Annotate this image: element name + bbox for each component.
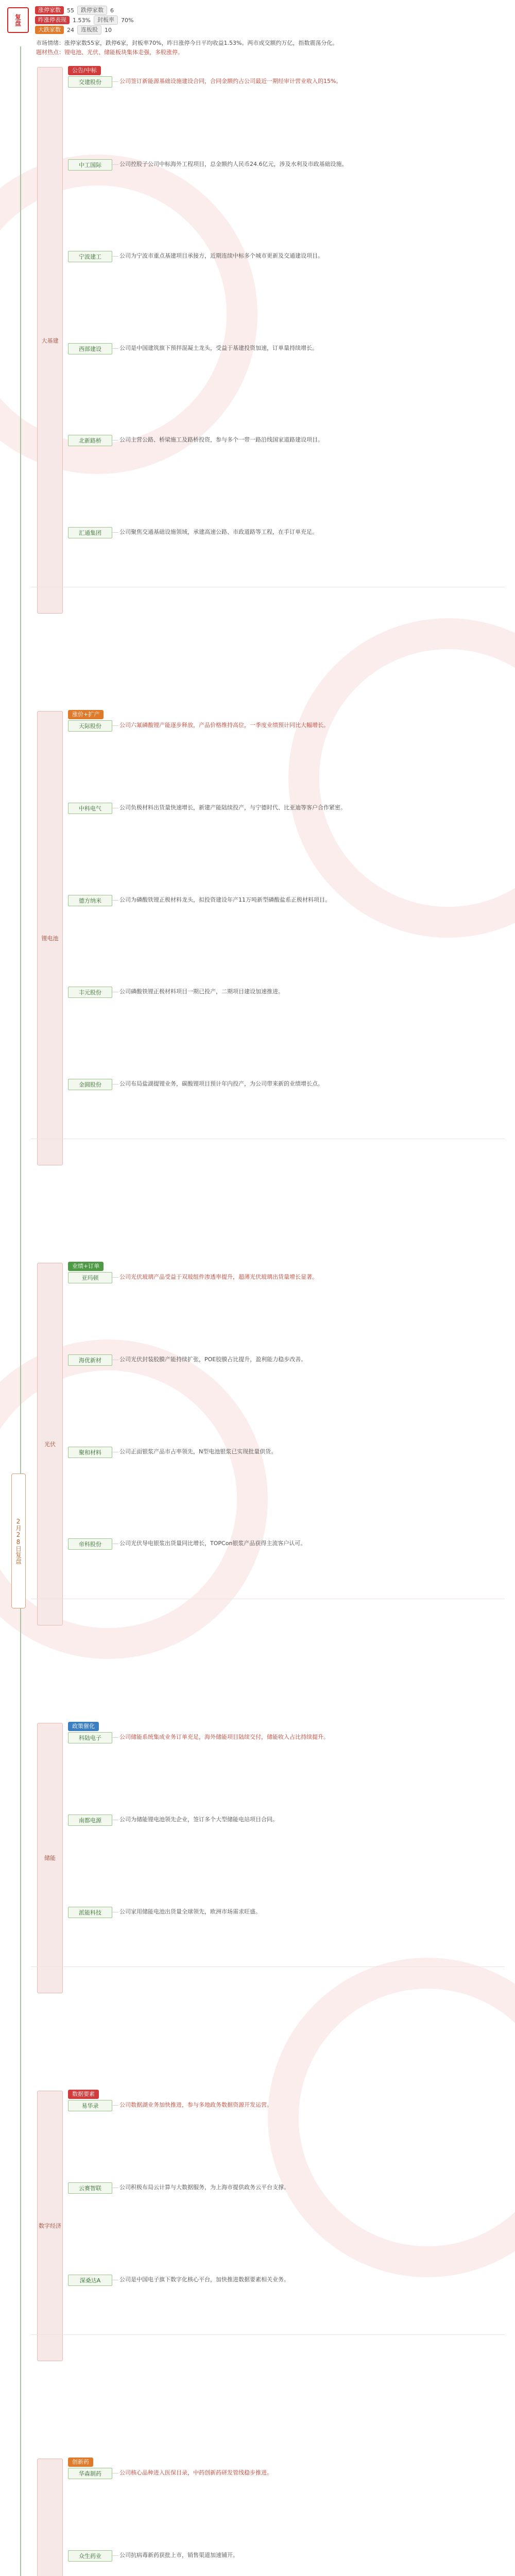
connector-line [111,900,118,901]
calendar-label: 复盘 [14,14,22,26]
connector-line [111,348,118,349]
sector-label [37,2459,63,2576]
sector-label: 锂电池 [37,711,63,1166]
calendar-icon [7,7,29,33]
company-description: 公司是中国建筑旗下预拌混凝土龙头，受益于基建投资加速，订单量持续增长。 [119,344,318,351]
sector-label: 数字经济 [37,2091,63,2362]
company-description: 公司数据湖业务加快推进，参与多地政务数据资源开发运营。 [119,2101,272,2108]
sector-label: 大基建 [37,67,63,614]
company-description: 公司控股子公司中标海外工程项目，总金额约人民币24.6亿元，涉及水利及市政基础设施。 [119,160,348,167]
company-name[interactable]: 天际股份 [68,720,112,732]
company-name[interactable]: 华森制药 [68,2468,112,2479]
company-description: 公司是中国电子旗下数字化核心平台，加快推进数据要素相关业务。 [119,2276,289,2283]
stat-tag: 大跌家数 [35,26,64,34]
date-badge: 2月28日复盘 [11,1473,26,1608]
connector-line [111,532,118,533]
company-name[interactable]: 汇通集团 [68,527,112,538]
stat-value: 10 [105,26,112,33]
stat-tag: 昨涨停表现 [35,16,70,24]
intro-hot: 题材热点：锂电池、光伏、储能板块集体走强，多股涨停。 [36,49,183,56]
company-name[interactable]: 交建股份 [68,76,112,88]
company-description: 公司六氟磷酸锂产能逐步释放，产品价格维持高位，一季度业绩预计同比大幅增长。 [119,721,329,728]
connector-line [111,164,118,165]
company-name[interactable]: 帝科股份 [68,1538,112,1550]
watermark-ring [268,1958,515,2277]
company-name[interactable]: 金圆股份 [68,1079,112,1090]
stat-value: 55 [67,7,74,14]
stat-tag: 跌停家数 [77,6,107,15]
connector-line [111,256,118,257]
company-description: 公司储能系统集成业务订单充足，海外储能项目陆续交付，储能收入占比持续提升。 [119,1733,329,1740]
entry-tag: 数据要素 [68,2090,99,2099]
connector-line [111,1737,118,1738]
stat-value: 6 [110,7,114,14]
stat-value: 1.53% [73,16,91,24]
company-description: 公司为储能锂电池领先企业，签订多个大型储能电站项目合同。 [119,1816,278,1823]
company-name[interactable]: 聚和材料 [68,1447,112,1458]
company-name[interactable]: 德方纳米 [68,895,112,906]
company-name[interactable]: 中工国际 [68,159,112,171]
company-description: 公司积极布局云计算与大数据服务，为上海市提供政务云平台支撑。 [119,2184,289,2191]
stat-tag: 封板率 [94,15,118,25]
company-description: 公司为宁波市重点基建项目承接方，近期连续中标多个城市更新及交通建设项目。 [119,252,323,260]
company-name[interactable]: 亚玛顿 [68,1272,112,1283]
company-name[interactable]: 易华录 [68,2100,112,2111]
company-description: 公司主营公路、桥梁施工及路桥投资，参与多个一带一路沿线国家道路建设项目。 [119,436,323,444]
entry-tag: 创新药 [68,2458,93,2467]
connector-line [111,2105,118,2106]
stat-value: 70% [121,16,134,24]
entry-tag: 业绩+订单 [68,1262,104,1271]
company-name[interactable]: 派能科技 [68,1907,112,1918]
company-name[interactable]: 南都电源 [68,1815,112,1826]
company-description: 公司签订新能源基础设施建设合同，合同金额约占公司最近一期经审计营业收入的15%。 [119,78,342,84]
company-name[interactable]: 众生药业 [68,2550,112,2562]
header [7,3,162,36]
company-name[interactable]: 海优新材 [68,1354,112,1366]
entry-tag: 公告/中标 [68,66,101,75]
connector-line [111,2555,118,2556]
company-description: 公司抗病毒新药获批上市，销售渠道加速铺开。 [119,2552,238,2559]
stat-tag: 连板股 [77,25,101,35]
company-name[interactable]: 中科电气 [68,803,112,814]
company-description: 公司为磷酸铁锂正极材料龙头，拟投资建设年产11万吨新型磷酸盐系正极材料项目。 [119,896,331,903]
company-description: 公司正面银浆产品市占率领先，N型电池银浆已实现批量供货。 [119,1448,277,1455]
sector-label: 光伏 [37,1263,63,1625]
timeline-pole [20,46,21,2576]
stat-tag: 涨停家数 [35,6,64,14]
entry-tag: 涨价+扩产 [68,710,104,719]
company-description: 公司光伏玻璃产品受益于双玻组件渗透率提升，超薄光伏玻璃出货量增长显著。 [119,1273,318,1280]
company-name[interactable]: 北新路桥 [68,435,112,446]
sector-label: 储能 [37,1723,63,1994]
company-description: 公司光伏导电银浆出货量同比增长，TOPCon银浆产品获得主流客户认可。 [119,1540,306,1547]
company-description: 公司布局盐湖提锂业务，碳酸锂项目预计年内投产，为公司带来新的业绩增长点。 [119,1080,323,1087]
company-description: 公司磷酸铁锂正极材料项目一期已投产，二期项目建设加速推进。 [119,988,284,995]
connector-line [111,81,118,82]
company-name[interactable]: 宁波建工 [68,251,112,262]
company-name[interactable]: 深桑达A [68,2275,112,2286]
connector-line [111,1277,118,1278]
company-description: 公司光伏封装胶膜产能持续扩张，POE胶膜占比提升，盈利能力稳步改善。 [119,1356,307,1363]
stat-row-1 [35,6,114,14]
intro-summary: 市场情绪：涨停家数55家，跌停6家，封板率70%，昨日涨停今日平均收益1.53%。两市成交额约万亿，指数震荡分化。 [36,40,338,46]
company-name[interactable]: 丰元股份 [68,987,112,998]
stat-row-3 [35,26,112,34]
company-description: 公司家用储能电池出货量全球领先，欧洲市场需求旺盛。 [119,1908,261,1915]
section-divider [31,2334,505,2335]
connector-line [111,725,118,726]
watermark-ring [288,618,515,938]
company-name[interactable]: 科陆电子 [68,1732,112,1743]
stat-row-2 [35,16,133,24]
entry-tag: 政策催化 [68,1722,99,1731]
company-name[interactable]: 西部建设 [68,343,112,354]
company-description: 公司核心品种进入医保目录，中药创新药研发管线稳步推进。 [119,2469,272,2476]
timeline-spine [17,46,24,2576]
company-name[interactable]: 云赛智联 [68,2182,112,2194]
company-description: 公司负极材料出货量快速增长，新建产能陆续投产，与宁德时代、比亚迪等客户合作紧密。 [119,804,346,811]
company-description: 公司聚焦交通基础设施领域，承建高速公路、市政道路等工程，在手订单充足。 [119,528,318,535]
stat-value: 24 [67,26,74,33]
